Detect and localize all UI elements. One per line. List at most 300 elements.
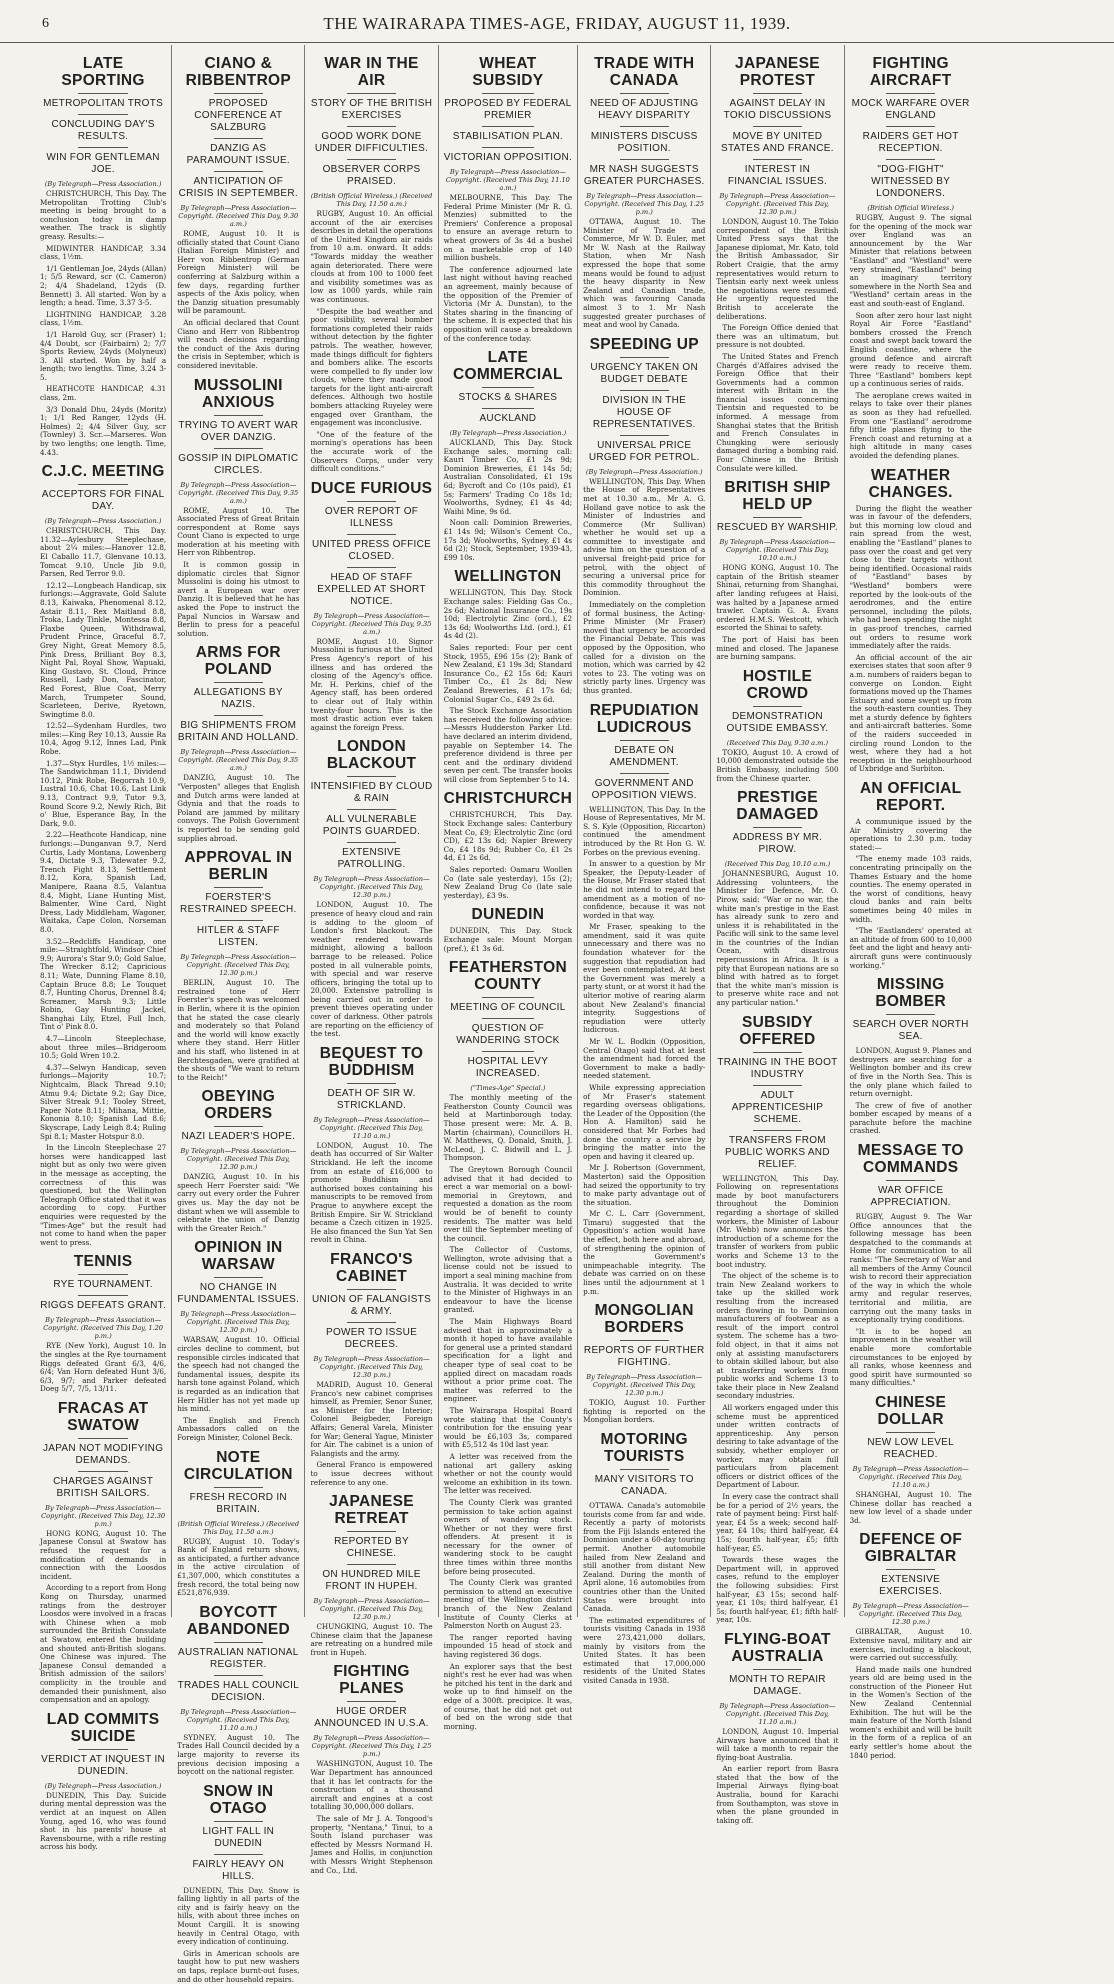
article	[444, 55, 572, 343]
article-subheading: VERDICT AT INQUEST IN DUNEDIN.	[41, 1753, 166, 1777]
divider	[214, 93, 263, 94]
article-paragraph: TOKIO, August 10. A crowd of 10,000 demonstrated outside the British Embassy, including 500 from the Chinese quarter.	[716, 747, 839, 783]
article-paragraph: The United States and French Chargés d'Affaires advised the Foreign Office that their Governments had a common interest with Britain in the financial issues concerning Tientsin and requested to be informed. A message from Shanghai states that the British and French Consulates in Chungking were seriously damaged during a bombing raid. Four Chinese in the British Consulate were killed.	[716, 351, 839, 473]
article-subheading: QUESTION OF WANDERING STOCK	[456, 1023, 560, 1047]
divider	[886, 1432, 935, 1433]
article	[310, 1251, 432, 1487]
article	[310, 55, 432, 474]
divider	[78, 1295, 128, 1296]
article-subheading: MEETING OF COUNCIL	[450, 1002, 566, 1014]
article-headline: C.J.C. MEETING	[41, 463, 165, 481]
divider	[214, 715, 263, 716]
divider	[886, 1014, 935, 1015]
article-subheading: DEBATE ON AMENDMENT.	[609, 744, 679, 768]
article	[716, 1631, 838, 1826]
divider	[347, 1289, 396, 1290]
article-credit: By Telegraph—Press Association—Copyright. (Received This Day, 11.10 a.m.)	[180, 1707, 297, 1732]
article-headline: MUSSOLINI ANXIOUS	[193, 376, 283, 411]
divider	[347, 126, 396, 127]
article-paragraph: ROME, August 10. It is officially stated that Count Ciano (Italian Foreign Minister) and Herr von Ribbentrop (German Foreign Minister) will be conferring at Salzburg within a few days, regarding further aspects of the Axis policy, when the Danzig situation presumably will be paramount.	[177, 229, 300, 316]
article-credit: By Telegraph—Press Association—Copyright. (Received This Day, 10.10 a.m.)	[719, 538, 836, 563]
divider	[347, 534, 396, 535]
article-paragraph: The Foreign Office denied that there was an ultimatum, but pressure is not doubted.	[716, 323, 839, 350]
article-headline: WEATHER CHANGES.	[868, 466, 953, 501]
article-paragraph: TOKIO, August 10. Further fighting is reported on the Mongolian borders.	[583, 1398, 706, 1425]
divider	[620, 1340, 669, 1341]
article	[40, 1400, 166, 1705]
article	[716, 789, 838, 1008]
divider	[886, 126, 935, 127]
divider	[753, 827, 802, 828]
divider	[620, 126, 669, 127]
article-paragraph: RYE (New York), August 10. In the singles at the Rye tournament Riggs defeated Grant 6/3, 4/6, 6/4; Van Horn defeated Hunt 3/6, 6/3, 9/7; and Parker defeated Doeg 5/7, 7/5, 13/11.	[40, 1341, 167, 1394]
article-subheading: RYE TOURNAMENT.	[53, 1279, 153, 1291]
article-subheading: STABILISATION PLAN.	[452, 131, 564, 142]
article	[850, 1531, 972, 1760]
article-credit: By Telegraph—Press Association—Copyright. (Received This Day, 1.20 p.m.)	[43, 1316, 163, 1341]
article-paragraph: 3/3 Donald Dhu, 24yds (Moritz) 1; 1/1 Red Ranger, 12yds (H. Holmes) 2; 4/4 Silver Guy, scr (Townley) 3. Scr.—Marseres. Won by two lengths; one length. Time, 4.43.	[40, 404, 167, 457]
divider	[78, 1274, 128, 1275]
article-subheading: EXTENSIVE PATROLLING.	[337, 847, 406, 871]
divider	[347, 1564, 396, 1565]
article-paragraph: The sale of Mr J. A. Tongood's property, "Nentana," Tinui, to a South Island purchaser was effected by Messrs Normand H. James and Hollis, in conjunction with Messrs Wright Stephenson and Co., Ltd.	[310, 1814, 433, 1875]
article-paragraph: The Greytown Borough Council advised that it had decided to erect a war memorial on a bowl-memorial in Greytown, and requested a donation as the room would be of benefit to county residents. The matter was held over till the September meeting of the council.	[443, 1164, 573, 1243]
article-paragraph: The County Clerk was granted permission to attend an executive meeting of the Wellington district branch of the New Zealand Institute of County Clerks at Palmerston North on August 23.	[443, 1578, 573, 1631]
article-paragraph: Soon after zero hour last night Royal Air Force "Eastland" bombers crossed the French coast and swept back toward the English coastline, where the ground defence and aircraft were ready to receive them. Three "Eastland" bombers kept up a continuous series of raids.	[849, 310, 972, 389]
article-subheading: GOSSIP IN DIPLOMATIC CIRCLES.	[178, 452, 299, 476]
article-paragraph: WELLINGTON, This Day. Stock Exchange sales: Fielding Gas Co., 2s 6d; National Insurance Co., 19s 10d; Electrolytic Zinc (ord.), £2 13s 6d; Woolworths Ltd. (ord.), £1 4s 4d (2).	[443, 588, 573, 641]
article-credit: By Telegraph—Press Association—Copyright. (Received This Day, 12.30 p.m.)	[313, 1354, 430, 1379]
divider	[753, 706, 802, 707]
article-credit: (British Official Wireless.) (Received This Day, 11.50 a.m.)	[177, 1519, 300, 1536]
divider	[482, 997, 533, 998]
article-credit: (By Telegraph—Press Association.)	[449, 429, 567, 438]
article-subheading: BIG SHIPMENTS FROM BRITAIN AND HOLLAND.	[177, 720, 299, 744]
article-paragraph: Mr W. L. Bodkin (Opposition, Central Otago) said that at least the amendment had forced the Government to make a badly-needed statement.	[583, 1037, 706, 1081]
article-paragraph: MIDWINTER HANDICAP, 3.34 class, 1½m.	[40, 243, 167, 262]
article-subheading: PROPOSED CONFERENCE AT SALZBURG	[194, 98, 283, 133]
article-credit: By Telegraph—Press Association—Copyright. (Received This Day, 12.30 p.m.)	[180, 953, 297, 978]
article	[177, 377, 299, 639]
article-paragraph: RUGBY, August 10. An official account of the air exercises describes in detail the operations of the United Kingdom air raids from 10 a.m. onward. It adds: "Towards midday the weather again deteriorated. There were clouds at from 100 to 1000 feet and visibility sometimes was as low as 1000 yards, while rain was continuous.	[310, 209, 433, 304]
article-headline: DUCE FURIOUS	[310, 479, 433, 497]
article-paragraph: Mr J. Robertson (Government, Masterton) said the Opposition had seized the opportunity to try to make party advantage out of the situation.	[583, 1163, 706, 1207]
article	[40, 463, 166, 1247]
article	[583, 702, 705, 1297]
article-subheading: ACCEPTORS FOR FINAL DAY.	[41, 489, 165, 513]
article-subheading: NEED OF ADJUSTING HEAVY DISPARITY	[590, 98, 699, 121]
article-headline: SUBSIDY OFFERED	[739, 1013, 816, 1048]
article-paragraph: AUCKLAND, This Day. Stock Exchange sales, morning call: Kauri Timber Co, £1 2s 9d; Dominion Breweries, £1 14s 5d; Australian Consolidated, £1 19s 6d; Bycroft and Co (10s paid), £1 5s; Farmers' Trading Co 18s 1d; Woolworths, Sydney, £1 4s 4d; Waihi Mine, 9s 6d.	[443, 438, 573, 516]
divider	[753, 1130, 802, 1131]
article-subheading: ANTICIPATION OF CRISIS IN SEPTEMBER.	[178, 176, 298, 199]
divider	[753, 1052, 802, 1053]
divider	[214, 1126, 263, 1127]
article-paragraph: SYDNEY, August 10. The Trades Hall Council decided by a large majority to reverse its previous decision imposing a boycott on the national register.	[177, 1732, 300, 1777]
masthead	[0, 0, 1114, 43]
article-paragraph: An official declared that Count Ciano and Herr von Ribbentrop will reach decisions regarding the conduct of the Axis during the crisis in September, which is considered inevitable.	[177, 317, 300, 370]
article-paragraph: A communique issued by the Air Ministry covering the operations to 2.30 p.m. today stated:—	[849, 817, 972, 852]
article-headline: MESSAGE TO COMMANDS	[857, 1142, 964, 1177]
masthead-title: THE WAIRARAPA TIMES-AGE, FRIDAY, AUGUST 11, 1939.	[323, 14, 791, 33]
article-headline: FRANCO'S CABINET	[330, 1250, 413, 1285]
article-subheading: STOCKS & SHARES	[458, 392, 558, 404]
article-paragraph: Hand made nails one hundred years old are being used in the construction of the Pioneer Hut in the Women's Section of the New Zealand Centennial Exhibition. The hut will be the main feature of the North Island women's exhibit and will be built in the form of a replica of an early settler's home about the 1840 period.	[849, 1664, 972, 1760]
column-5	[577, 45, 710, 1685]
article-subheading: HOSPITAL LEVY INCREASED.	[467, 1056, 549, 1080]
divider	[620, 357, 669, 358]
article-subheading: ALLEGATIONS BY NAZIS.	[193, 687, 283, 711]
article	[716, 1014, 838, 1625]
article-paragraph: The crew of five of another bomber escaped by means of a parachute before the machine crashed.	[849, 1100, 972, 1136]
article-paragraph: WELLINGTON, This Day. Following on representations made by boot manufacturers throughout the Dominion regarding a shortage of skilled workers, the Minister of Labour (Mr. Webb) now announces the introduction of a scheme for the transfer of workers from public works and Scheme 13 to the boot industry.	[716, 1173, 839, 1269]
divider	[482, 1051, 533, 1052]
article	[444, 349, 572, 562]
article-headline: WHEAT SUBSIDY	[472, 55, 544, 89]
article-subheading: STORY OF THE BRITISH EXERCISES	[310, 98, 433, 121]
article-headline: PRESTIGE DAMAGED	[736, 789, 819, 824]
article-headline: AN OFFICIAL REPORT.	[859, 780, 962, 815]
column-1	[38, 45, 171, 1852]
article-credit: By Telegraph—Press Association—Copyright. (Received This Day, 11.10 a.m.)	[719, 1701, 836, 1726]
article-paragraph: HONG KONG, August 10. The Japanese Consul at Swatow has refused the request for a modification of demands in connection with the Loosdos incident.	[40, 1528, 167, 1581]
article-paragraph: Sales reported: Four per cent Stock, 1955, £96 15s (2); Bank of New Zealand, £1 19s 3d; Standard Insurance Co., £2 15s 6d; Kauri Timber Co., £1 2s 8d; New Zealand Breweries, £1 17s 6d; Colonial Sugar Co., £49 2s 6d.	[443, 642, 573, 704]
article-subheading: ALL VULNERABLE POINTS GUARDED.	[322, 814, 421, 838]
article-subheading: HEAD OF STAFF EXPELLED AT SHORT NOTICE.	[317, 571, 426, 607]
article-headline: JAPANESE RETREAT	[329, 1493, 414, 1528]
divider	[753, 93, 802, 94]
article	[850, 467, 972, 774]
article-paragraph: A letter was received from the national art gallery asking whether or not the county would welcome an exhibition in its town. The letter was received.	[443, 1451, 573, 1496]
article-credit: (Received This Day, 9.30 a.m.)	[726, 738, 829, 747]
article-headline: CIANO & RIBBENTROP	[185, 55, 292, 89]
article-paragraph: "The 'Eastlanders' operated at an altitude of from 600 to 10,000 feet and the light and heavy anti-aircraft guns were continuously working."	[849, 926, 972, 970]
article-subheading: FRESH RECORD IN BRITAIN.	[189, 1491, 287, 1515]
article-credit: (British Official Wireless.)	[867, 204, 954, 212]
article-paragraph: WELLINGTON, This Day. In the House of Representatives, Mr M. S. S. Kyle (Opposition, Riccarton) continued the amendment introduced by the Rt Hon G. W. Forbes on the previous evening.	[583, 804, 706, 857]
article-subheading: PROPOSED BY FEDERAL PREMIER	[444, 98, 572, 121]
article-subheading: FAIRLY HEAVY ON HILLS.	[192, 1858, 285, 1882]
article-paragraph: LONDON, August 9. Planes and destroyers are searching for a Wellington bomber and its crew of five in the North Sea. This is the only plane which failed to return overnight.	[849, 1046, 972, 1099]
divider	[347, 776, 396, 777]
divider	[214, 1821, 263, 1822]
article-paragraph: "One of the feature of the morning's operations has been the accurate work of the Observers Corps, under very difficult conditions."	[310, 429, 433, 474]
article-paragraph: All workers engaged under this scheme must be apprenticed under written contracts of apprenticeship. Any person desiring to take advantage of the subsidy, whether employer or worker, may obtain full particulars from placement officers or district offices of the Department of Labour.	[716, 1403, 839, 1490]
article-subheading: METROPOLITAN TROTS	[43, 98, 164, 109]
article-headline: BOYCOTT ABANDONED	[186, 1603, 291, 1638]
article	[444, 568, 572, 784]
article-paragraph: BERLIN, August 10. The restrained tone of Herr Foerster's speech was welcomed in Berlin, where it is the opinion that he stated the case clearly and moderately so that Poland and the world will know exactly where they stand. Herr Hitler and his staff, who listened in at Berchtesgaden, were gratified at the shouts of "We want to return to the Reich!"	[177, 978, 300, 1082]
article-paragraph: ROME, August 10. The Associated Press of Great Britain correspondent at Rome says Count Ciano is expected to urge moderation at his meeting with Herr von Ribbentrop.	[177, 505, 300, 558]
article-paragraph: General Franco is empowered to issue decrees without reference to any one.	[310, 1460, 433, 1487]
article	[850, 976, 972, 1136]
article-paragraph: The aeroplane crews waited in relays to take over their planes as soon as they had refuelled. From one "Eastland" aerodrome fifty little planes flying to the French coast and returning at a high altitude in many cases avoided the defending planes.	[849, 390, 972, 461]
article-paragraph: 3.52—Redcliffs Handicap, one mile:—Straightfold, Windsor Chief 9.9; Aurora's Star 9.0; Gold Salue, The Wrecker 8.12; Capricious 8.11; Wate, Dunning Flame 8.10, Captain Bruce 8.8; Le Touquet 8.7, Hunting Chorus, Drennel 8.4; Screamer, Marsh 9.3; Little Robin, Gay Hunting Jackel, Shanghai Lily, Etzel, Full Inch, Tint o' Pink 8.0.	[40, 936, 167, 1032]
article-headline: WAR IN THE AIR	[324, 55, 419, 89]
article-subheading: MOVE BY UNITED STATES AND FRANCE.	[721, 131, 834, 154]
article-paragraph: OTTAWA, August 10. The Minister of Trade and Commerce, Mr W. D. Euler, met Mr W. Nash at the Railway Station, when Mr Nash expressed the hope that some means would be found to adjust the heavy disparity in New Zealand and Canadian trade, which was favouring Canada almost 3 to 1. Mr Nash suggested greater purchases of meat and wool by Canada.	[583, 217, 706, 330]
article-paragraph: The English and French Ambassadors called on the Foreign Minister, Colonel Beck.	[177, 1415, 300, 1442]
divider	[620, 159, 669, 160]
article-headline: TENNIS	[73, 1253, 133, 1271]
article-paragraph: 1.37—Styx Hurdles, 1½ miles:—The Sandwichman 11.1, Dividend 10.12, Pink Robe, Begorrah 10.9, Lustral 10.6, Chat 10.6, Last Link 9.13, Contract 9.9, Tutor 9.3, Round Score 9.2, Newly Rich, Bit o' Blue, Esperance Bay, In the Dark, 9.0.	[40, 758, 167, 828]
article-credit: By Telegraph—Press Association—Copyright. (Received This Day, 12.30 p.m.)	[41, 1503, 166, 1528]
article-paragraph: "The enemy made 103 raids, concentrating principally on the Thames Estuary and the home counties. The enemy operated in the worst of conditions, heavy cloud banks and rain belts sometimes being 40 miles in width.	[849, 854, 972, 924]
article-subheading: MR NASH SUGGESTS GREATER PURCHASES.	[583, 164, 705, 187]
article	[583, 336, 705, 696]
article-paragraph: While expressing appreciation of Mr Fraser's statement regarding overseas obligations, the Leader of the Opposition (the Hon A. Hamilton) said he considered that Mr Forbes had done the country a service by bringing the matter into the open and having it cleared up.	[583, 1082, 706, 1161]
divider	[347, 809, 396, 810]
article-subheading: GOVERNMENT AND OPPOSITION VIEWS.	[591, 777, 697, 801]
divider	[886, 1180, 935, 1181]
article-paragraph: MADRID, August 10. General Franco's new cabinet comprises himself, as Premier, Senor Suner, as Minister for the Interior; Colonel Beigbeder, Foreign Affairs; General Varela, Minister for War; General Yague, Minister for Air. The cabinet is a union of Falangists and the army.	[310, 1379, 433, 1458]
article-subheading: UNION OF FALANGISTS & ARMY.	[312, 1293, 432, 1317]
article-paragraph: The ranger reported having impounded 15 head of stock and having registered 36 dogs.	[443, 1632, 573, 1659]
article-subheading: RAIDERS GET HOT RECEPTION.	[862, 131, 959, 154]
divider	[214, 1277, 263, 1278]
article-paragraph: 12.12—Longbeach Handicap, six furlongs:—Aggravate, Gold Salute 8.13, Kaiwaka, Phenomenal 8.12, Astair 8.11, Rex Maitland 8.8, Troka, Lady Tinkle, Montessa 8.8, Flaxbe Queen, Withdrawal, Prudent Prince, Graceful 8.7, Grey Night, Great Memory 8.5, Pink Dress, Brilliant Boy 8.3, Night Pal, Royal Show, Wapuaki, King Gustavo, St. Cloud, Prince Russell, Lady Don, Fascinator, Red Forest, Blue Coat, Merry March, Trumpeter Sound, Scarleteen, Derive, Ryetown, Swingtime 8.0.	[40, 580, 167, 719]
article-headline: WELLINGTON	[454, 568, 562, 586]
article-paragraph: Mr C. L. Carr (Government, Timaru) suggested that the Opposition's action would have the effect, both here and abroad, of strengthening the opinion of the Government's unimpeachable integrity. The debate was carried on on these lines until the adjournment at 1 p.m.	[583, 1209, 706, 1296]
article-paragraph: WELLINGTON, This Day. When the House of Representatives met at 10.30 a.m., Mr A. G. Holland gave notice to ask the Minister of Industries and Commerce (Mr Sullivan) whether he would set up a committee to investigate and advise him on the question of a universal freight-paid price for petrol, with the object of securing a universal price for this commodity throughout the Dominion.	[583, 476, 706, 598]
article-paragraph: JOHANNESBURG, August 10. Addressing volunteers, the Minister for Defence, Mr. O. Pirow, said: "War or no war, the white man's prestige in the East has already sunk to zero and unless it is rehabilitated in the Pacific will sink to the same level in the countries of the Indian Ocean, with disastrous repercussions in Africa. It is a pity that European nations are so blind with hatred as to forget that the white man's mission is to preserve white race and not any particular nation."	[716, 869, 839, 1008]
divider	[347, 159, 396, 160]
column-2	[171, 45, 304, 1984]
article-paragraph: 1/1 Harold Guy, scr (Fraser) 1; 4/4 Doubt, scr (Fairbairn) 2; 7/7 Sports Review, 24yds (Molyneux) 3. All started. Won by half a length; two lengths. Time, 3.24 3-5.	[40, 329, 167, 382]
divider	[482, 408, 533, 409]
article-subheading: OBSERVER CORPS PRAISED.	[322, 164, 421, 187]
article-headline: FIGHTING AIRCRAFT	[869, 55, 952, 89]
divider	[78, 93, 128, 94]
article-subheading: UNIVERSAL PRICE URGED FOR PETROL.	[588, 439, 700, 463]
article-subheading: MINISTERS DISCUSS POSITION.	[590, 131, 698, 154]
article-paragraph: LONDON, August 10. The presence of heavy cloud and rain is adding to the gloom of London's first blackout. The weather rendered towards midnight, allowing a balloon barrage to be released. Police posted in all vulnerable points, with special and war reserve officers, bringing the total up to 20,000. Extensive patrolling is being carried out in order to prevent thieves operating under cover of darkness. Other patrols are reporting on the efficiency of the test.	[310, 900, 433, 1039]
divider	[347, 501, 396, 502]
article	[716, 55, 838, 473]
article-credit: (Received This Day, 10.10 a.m.)	[724, 860, 831, 869]
article-paragraph: LIGHTNING HANDICAP, 3.28 class, 1½m.	[40, 309, 167, 328]
divider	[214, 171, 263, 172]
article-subheading: MONTH TO REPAIR DAMAGE.	[729, 1673, 826, 1697]
article	[177, 1088, 299, 1233]
article-headline: LATE SPORTING	[61, 55, 145, 89]
divider	[214, 887, 263, 888]
article	[177, 849, 299, 1082]
article-subheading: RESCUED BY WARSHIP.	[716, 522, 838, 534]
article-credit: (By Telegraph—Press Association.)	[44, 180, 162, 188]
article	[310, 480, 432, 733]
article-subheading: DEATH OF SIR W. STRICKLAND.	[327, 1087, 416, 1111]
article-credit: By Telegraph—Press Association—Copyright. (Received This Day, 9.35 a.m.)	[178, 748, 299, 773]
article-subheading: "DOG-FIGHT" WITNESSED BY LONDONERS.	[871, 164, 951, 199]
article-subheading: TRAINING IN THE BOOT INDUSTRY	[717, 1056, 838, 1080]
columns-grid	[38, 45, 1110, 1984]
article	[177, 1449, 299, 1598]
article-subheading: AGAINST DELAY IN TOKIO DISCUSSIONS	[723, 98, 832, 121]
article-paragraph: 12.52—Sydenham Hurdles, two miles:—King Rey 10.13, Aussie Ra 10.4, Agog 9.12, Innes Lad, Pink Robe.	[40, 721, 167, 757]
article-headline: MISSING BOMBER	[875, 976, 947, 1011]
article-subheading: VICTORIAN OPPOSITION.	[443, 152, 573, 163]
article-paragraph: LONDON, August 10. The death has occurred of Sir Walter Strickland. He left the income from an estate of £16,000 to promote Buddhism and authorised boxes containing his manuscripts to be removed from Prague to anywhere except the British Empire. Sir W. Strickland became a Czech citizen in 1925. He also financed the Sun Yat Sen revolt in China.	[310, 1140, 433, 1245]
article	[177, 1604, 299, 1777]
divider	[620, 1469, 669, 1470]
article-subheading: MANY VISITORS TO CANADA.	[594, 1474, 694, 1497]
divider	[753, 517, 802, 518]
article-paragraph: RUGBY, August 9. The War Office announces that the following message has been despatched to the commands at Home for communication to all ranks: "The Secretary of War and all members of the Army Council wish to record their appreciation of the way in which the whole army and regular reserves, territorial and militia, are carrying out the many tasks in exceptionally trying conditions.	[849, 1212, 972, 1325]
article-paragraph: Mr Fraser, speaking to the amendment, said it was quite unnecessary and there was no foundation whatever for the suggestion that repudiation had ever been contemplated. At best the Government was merely a party stunt, or at worst it had the ulterior motive of rearing alarm about New Zealand's financial integrity. Suggestions of repudiation were utterly ludicrous.	[583, 922, 706, 1035]
divider	[347, 1531, 396, 1532]
article-headline: LONDON BLACKOUT	[326, 738, 417, 773]
article-credit: By Telegraph—Press Association—Copyright. (Received This Day, 9.35 a.m.)	[178, 480, 299, 505]
article	[583, 1431, 705, 1685]
article-credit: (By Telegraph—Press Association.)	[44, 517, 162, 526]
article-credit: By Telegraph—Press Association—Copyright. (Received This Day, 12.30 p.m.)	[719, 192, 836, 216]
article-subheading: HUGE ORDER ANNOUNCED IN U.S.A.	[314, 1706, 429, 1730]
divider	[347, 842, 396, 843]
article-subheading: CONCLUDING DAY'S RESULTS.	[51, 119, 155, 142]
article-paragraph: Girls in American schools are taught how to put new washers on taps, replace burnt-out fuses, and do other household repairs.	[177, 1948, 300, 1984]
article-paragraph: CHRISTCHURCH, This Day. 11.32—Aylesbury Steeplechase, about 2¼ miles:—Hanover 12.8, El Caballo 11.7, Glenvane 10.13, Tomcat 9.10, Uncle Jib 9.0, Parsen, Red Terror 9.0.	[40, 526, 167, 579]
article-headline: MONGOLIAN BORDERS	[594, 1302, 694, 1337]
article-paragraph: According to a report from Hong Kong on Thursday, unarmed ratings from the destroyer Loosdos were involved in a fracas with Chinese when a mob surrounded the British Consulate at Swatow, entered the building and shouted anti-British slogans. One Chinese was injured. The Japanese Consul demanded a British admission of the sailors' complicity in the trouble and demanded their punishment, also compensation and an apology.	[40, 1583, 167, 1705]
article-subheading: ADULT APPRENTICESHIP SCHEME.	[731, 1089, 824, 1125]
column-3	[304, 45, 437, 1875]
article-paragraph: 4.37—Selwyn Handicap, seven furlongs—Majority 10.7; Nightcalm, Black Thread 9.10; Atmu 9.4; Dictate 9.2; Gay Dice, Silver Streak 9.1; Tooley Street, Paper Note 8.11; Mihana, Mittie, Kononia 8.10; Spanish Lad 8.6; Skyscrape, Lady Leigh 8.4; Ruling Spi 8.1; Master Hotspur 8.0.	[40, 1062, 167, 1141]
article-subheading: HITLER & STAFF LISTEN.	[196, 925, 280, 949]
article-subheading: MOCK WARFARE OVER ENGLAND	[851, 98, 970, 121]
article-subheading: UNITED PRESS OFFICE CLOSED.	[312, 538, 432, 562]
article-headline: OBEYING ORDERS	[201, 1088, 276, 1123]
article-credit: By Telegraph—Press Association—Copyright. (Received This Day, 11.10 a.m.)	[313, 1115, 430, 1140]
article-credit: (By Telegraph—Press Association.)	[585, 467, 703, 476]
divider	[78, 1749, 128, 1750]
divider	[214, 1487, 263, 1488]
article-headline: REPUDIATION LUDICROUS	[589, 701, 699, 736]
article-paragraph: DUNEDIN, This Day. Stock Exchange sale: Mount Morgan (pref.), £1 3s 6d.	[443, 926, 573, 953]
divider	[620, 773, 669, 774]
divider	[347, 1083, 396, 1084]
divider	[886, 1569, 935, 1570]
article-subheading: TRYING TO AVERT WAR OVER DANZIG.	[178, 419, 299, 443]
article-headline: FRACAS AT SWATOW	[57, 1399, 149, 1434]
article-subheading: TRADES HALL COUNCIL DECISION.	[177, 1679, 300, 1703]
article-subheading: EXTENSIVE EXERCISES.	[879, 1574, 943, 1598]
article-headline: BRITISH SHIP HELD UP	[724, 479, 831, 514]
article-subheading: DEMONSTRATION OUTSIDE EMBASSY.	[726, 710, 829, 734]
article-subheading: DIVISION IN THE HOUSE OF REPRESENTATIVES.	[592, 394, 696, 430]
article-paragraph: 1/1 Gentleman Joe, 24yds (Allan) 1; 5/5 Reward, scr (C. Cameron) 2; 4/4 Shadeland, 12yds (D. Bennett) 3. All started. Won by a length; a head. Time, 3.37 3-5.	[40, 263, 167, 308]
article-paragraph: The Collector of Customs, Wellington, wrote advising that a license could not be issued to import a seal mining machine from Australia. It was decided to write to the Minister of Highways in an endeavour to have the license granted.	[443, 1245, 573, 1315]
divider	[214, 1675, 263, 1676]
article-subheading: INTEREST IN FINANCIAL ISSUES.	[727, 164, 828, 187]
divider	[78, 1438, 128, 1439]
article-paragraph: CHRISTCHURCH, This Day. The Metropolitan Trotting Club's meeting is being brought to a conclusion today in damp weather. The track is slightly greasy. Results:—	[40, 189, 167, 241]
article-paragraph: The Wairarapa Hospital Board wrote stating that the County's contribution for the ensuing year would be £6,103 3s, compared with £5,512 4s 10d last year.	[443, 1405, 573, 1450]
divider	[753, 1669, 802, 1670]
article-paragraph: The Stock Exchange Association has received the following advice:—Messrs Hudderston Parker Ltd. have declared an interim dividend, payable on September 14. The preference dividend is three per cent and the ordinary dividend seven per cent. The transfer books will close from September 5 to 14.	[443, 706, 573, 784]
article-paragraph: 4.7—Lincoln Steeplechase, about three miles—Bridgeroom 10.5; Gold Wren 10.2.	[40, 1034, 167, 1061]
article-subheading: WIN FOR GENTLEMAN JOE.	[46, 152, 160, 175]
article-paragraph: In answer to a question by Mr Speaker, the Deputy-Leader of the House, Mr Fraser stated that he did not intend to regard the amendment as a motion of no-confidence, because it was not worded in that way.	[583, 859, 706, 920]
article-paragraph: Noon call: Dominion Breweries, £1 14s 9d; Wilson's Cement Co., 17s 3d; Woolworths, Sydney, £1 4s 6d (2); Stock, September, 1939-43, £99 10s.	[443, 518, 573, 562]
article-paragraph: The Main Highways Board advised that in approximately a month it hoped to have available for general use a printed standard specification for a light and cheaper type of seal coat to be applied direct on macadam roads without a prior prime coat. The matter was referred to the engineer.	[443, 1317, 573, 1404]
divider	[347, 1322, 396, 1323]
article-credit: By Telegraph—Press Association—Copyright. (Received This Day, 12.30 p.m.)	[313, 1597, 430, 1622]
article-paragraph: "Despite the bad weather and poor visibility, several bomber formations completed their raids without detection by the fighter patrols. The weather, however, made things difficult for fighters and bombers alike. The escorts were compelled to fly under low clouds, where they made good targets for the light anti-aircraft defences. Although two hostile bombers attacking Ruyeley were engaged over Grantham, the engagement was inconclusive.	[310, 306, 433, 428]
divider	[482, 387, 533, 388]
article-paragraph: CHUNGKING, August 10. The Chinese claim that the Japanese are retreating on a hundred mile front in Hupeh.	[310, 1622, 433, 1657]
divider	[482, 1018, 533, 1019]
divider	[78, 114, 128, 115]
article-credit: By Telegraph—Press Association—Copyright. (Received This Day, 9.35 a.m.)	[311, 611, 432, 636]
page-number: 6	[42, 16, 49, 31]
article-paragraph: Immediately on the completion of formal business, the Acting-Prime Minister (Mr Fraser) moved that urgency be accorded the Financial Debate. This was opposed by the Opposition, who called for a division on the motion, which was carried by 42 votes to 23. The voting was on strictly party lines. Urgency was thus granted.	[583, 600, 706, 695]
article	[850, 1142, 972, 1388]
article-paragraph: SHANGHAI, August 10. The Chinese dollar has reached a new low level of a shade under 3d.	[849, 1489, 972, 1525]
article-paragraph: The port of Haisi has been mined and closed. The Japanese are burning sampans.	[716, 634, 839, 662]
article-paragraph: "It is to be hoped an improvement in the weather will enable more comfortable circumstances to be enjoyed by all ranks, whose keenness and good spirit have surmounted so many difficulties."	[849, 1326, 972, 1388]
article-headline: CHRISTCHURCH	[443, 790, 573, 808]
article-headline: FLYING-BOAT AUSTRALIA	[724, 1630, 831, 1665]
article-subheading: RIGGS DEFEATS GRANT.	[40, 1300, 167, 1312]
divider	[753, 1085, 802, 1086]
divider	[214, 448, 263, 449]
article-subheading: FOERSTER'S RESTRAINED SPEECH.	[180, 892, 297, 916]
article-paragraph: The object of the scheme is to train New Zealand workers to take up the skilled work resulting from the increased orders flowing in to Dominion manufacturers of footwear as a result of the import control system. The scheme has a two-fold object, in that it aims not only at assisting manufacturers to obtain skilled labour, but also at transferring workers from public works and Scheme 13 to take their place in New Zealand secondary industries.	[716, 1271, 839, 1401]
article-paragraph: During the flight the weather was in favour of the defenders, but this morning low cloud and rain spread from the west, enabling the "Eastland" planes to pass over the coast and get very close to their targets without being identified. Occasional raids of "Eastland" bases by "Westland" bombers were reported by the look-outs of the aerodromes, and the entire personnel, including the pilots, who had been spending the night in gas-proof trenches, carried out orders to resume work immediately after the raids.	[849, 503, 972, 651]
article-subheading: CHARGES AGAINST BRITISH SAILORS.	[53, 1475, 154, 1499]
article-subheading: POWER TO ISSUE DECREES.	[326, 1326, 418, 1350]
article-subheading: DANZIG AS PARAMOUNT ISSUE.	[186, 143, 290, 166]
article-headline: TRADE WITH CANADA	[594, 55, 695, 89]
article-subheading: REPORTED BY CHINESE.	[334, 1536, 409, 1560]
divider	[78, 484, 128, 485]
divider	[886, 159, 935, 160]
article-paragraph: In the Lincoln Steeplechase 27 horses were handicapped last night but as only two were given in the message as accepting, the correctness of this was questioned, but the Wellington Telegraph Office stated that it was according to copy. Further enquiries were requested by the "Times-Age" but the result had not come to hand when the paper went to press.	[40, 1143, 167, 1247]
article-paragraph: It is common gossip in diplomatic circles that Signor Mussolini is doing his utmost to avert a European war over Danzig. It is believed that he has asked the Pope to instruct the Papal Nuncios in Warsaw and Berlin to press for a peaceful solution.	[177, 560, 300, 638]
divider	[214, 1854, 263, 1855]
article-paragraph: The monthly meeting of the Featherston County Council was held at Martinborough today. Those present were: Mr. A. B. Martin (chairman), Councillors H. W. Matthews, Q. Donald, Smith, J. McLeod, J. C. Bidwill and L. J. Thompson.	[443, 1093, 573, 1163]
article-headline: FEATHERSTON COUNTY	[448, 959, 567, 994]
column-6	[710, 45, 843, 1825]
divider	[78, 1471, 128, 1472]
divider	[214, 1642, 263, 1643]
article	[310, 738, 432, 1039]
article-paragraph: RUGBY, August 9. The signal for the opening of the mock war over England was an announcement by the War Minister that relations between "Eastland" and "Westland" were very strained, "Eastland" being an imaginary territory somewhere in the North Sea and "Westland" certain areas in the east and south-east of England.	[849, 213, 972, 308]
article-credit: (British Official Wireless.) (Received This Day, 11.50 a.m.)	[310, 192, 433, 208]
article-credit: By Telegraph—Press Association—Copyright. (Received This Day, 11.10 a.m.)	[852, 1464, 969, 1489]
article-paragraph: LONDON, August 10. The Tokio correspondent of the British United Press says that the Japanese diplomat, Mr. Kato, told the British Ambassador, Sir Robert Craigie, that the army representatives would return to Tientsin early next week unless the negotiations were resumed. He urgently requested the British to accelerate the deliberations.	[716, 217, 839, 321]
article-credit: By Telegraph—Press Association—Copyright. (Received This Day, 11.10 a.m.)	[445, 168, 570, 192]
article-credit: By Telegraph—Press Association—Copyright. (Received This Day, 12.30 p.m.)	[180, 1310, 297, 1335]
divider	[482, 126, 533, 127]
divider	[482, 93, 533, 94]
article-credit: By Telegraph—Press Association—Copyright. (Received This Day, 1.25 p.m.)	[311, 1734, 432, 1759]
article-credit: By Telegraph—Press Association—Copyright. (Received This Day, 12.30 p.m.)	[180, 1147, 297, 1172]
article-headline: CHINESE DOLLAR	[875, 1393, 947, 1428]
article	[583, 55, 705, 330]
divider	[214, 920, 263, 921]
article-paragraph: HEATHCOTE HANDICAP, 4.31 class, 2m.	[40, 384, 167, 403]
divider	[620, 435, 669, 436]
article-paragraph: An earlier report from Basra stated that the bow of the Imperial Airways flying-boat Australia, bound for Karachi from Southampton, was stove in when the plane grounded in taking off.	[716, 1764, 839, 1825]
article-subheading: URGENCY TAKEN ON BUDGET DEBATE	[590, 361, 699, 385]
article	[177, 1783, 299, 1984]
article-subheading: INTENSIFIED BY CLOUD & RAIN	[310, 781, 433, 805]
article-paragraph: The County Clerk was granted permission to take action against owners of wandering stock. Whether or not they were first offenders. At present it is necessary for the owner of wandering stock to be caught three times within three months before being prosecuted.	[443, 1497, 573, 1576]
divider	[620, 740, 669, 741]
article	[444, 906, 572, 953]
